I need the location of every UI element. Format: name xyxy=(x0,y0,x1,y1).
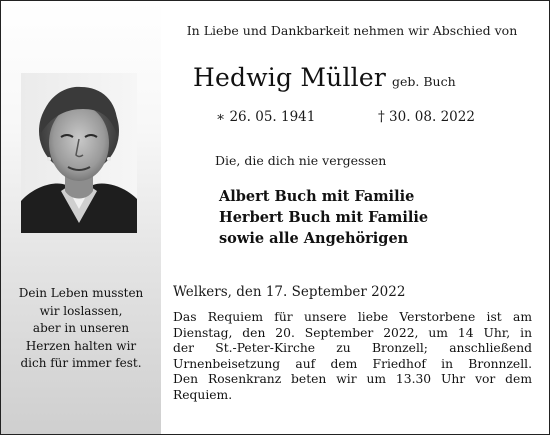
body-line: der St.-Peter-Kirche zu Bronzell; anschließend xyxy=(173,341,532,356)
quote-line: Herzen halten wir xyxy=(25,338,137,353)
name-row xyxy=(193,63,456,92)
portrait-image xyxy=(21,73,137,233)
life-dates xyxy=(216,109,475,125)
mourner-line: Herbert Buch mit Familie xyxy=(219,209,429,226)
mourner-line: Albert Buch mit Familie xyxy=(219,188,415,205)
birth-date: ∗ 26. 05. 1941 xyxy=(216,109,316,125)
body-line: Das Requiem für unsere liebe Verstorbene ist am xyxy=(173,310,532,324)
sidebar-quote xyxy=(3,285,159,373)
service-details xyxy=(173,310,532,404)
death-date: † 30. 08. 2022 xyxy=(378,109,475,125)
quote-line: Dein Leben mussten xyxy=(18,286,144,300)
body-line: Dienstag, den 20. September 2022, um 14 Uhr, in xyxy=(173,325,532,340)
place-date: Welkers, den 17. September 2022 xyxy=(173,284,406,300)
portrait-photo xyxy=(21,73,137,233)
body-line: Requiem. xyxy=(173,387,233,402)
intro-line: In Liebe und Dankbarkeit nehmen wir Abschied von xyxy=(186,23,518,38)
sidebar xyxy=(1,1,161,434)
birth-name: geb. Buch xyxy=(391,74,456,89)
mourners-list xyxy=(219,186,428,249)
body-line: Den Rosenkranz beten wir um 13.30 Uhr vor dem xyxy=(173,372,532,387)
quote-line: wir loslassen, xyxy=(39,303,123,318)
mourners-intro: Die, die dich nie vergessen xyxy=(215,153,387,168)
quote-line: dich für immer fest. xyxy=(20,356,142,370)
quote-line: aber in unseren xyxy=(32,321,130,335)
body-line: Urnenbeisetzung auf dem Friedhof in Bronnzell. xyxy=(173,356,532,371)
deceased-name: Hedwig Müller xyxy=(193,63,386,92)
mourner-line: sowie alle Angehörigen xyxy=(219,230,409,247)
